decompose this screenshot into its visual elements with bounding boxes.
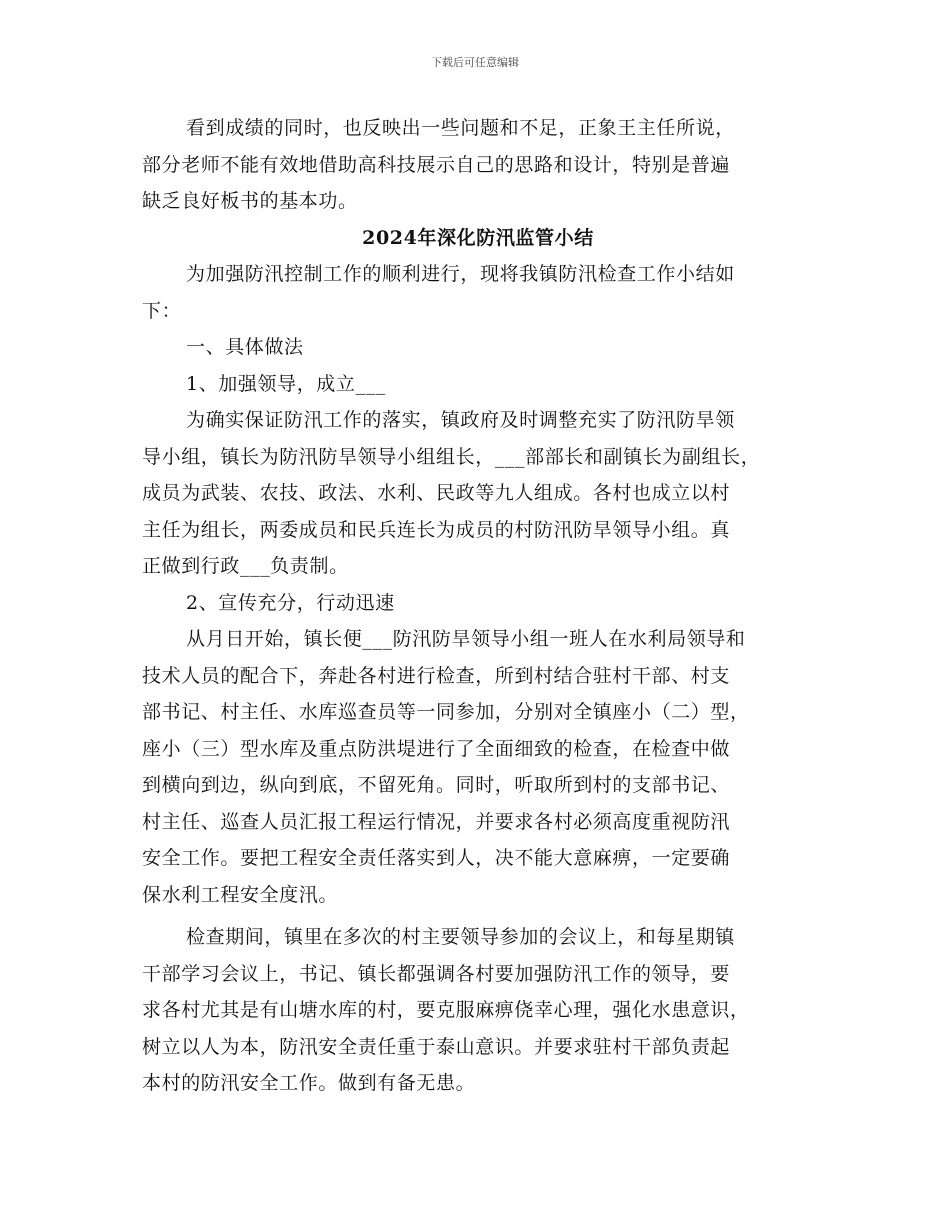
document-title: 2024年深化防汛监管小结 <box>362 226 594 249</box>
item2-body2-line: 本村的防汛安全工作。做到有备无患。 <box>142 1072 476 1094</box>
item2-body-line: 技术人员的配合下，奔赴各村进行检查，所到村结合驻村干部、村支 <box>142 664 731 687</box>
item1-body-line: 成员为武装、农技、政法、水利、民政等九人组成。各村也成立以村 <box>142 482 731 504</box>
item1-body-line: 主任为组长，两委成员和民兵连长为成员的村防汛防旱领导小组。真 <box>142 518 731 541</box>
item2-body-line: 部书记、村主任、水库巡查员等一同参加，分别对全镇座小（二）型， <box>142 701 750 723</box>
item1-body-line: 为确实保证防汛工作的落实，镇政府及时调整充实了防汛防旱领 <box>186 409 735 431</box>
item2-body-line: 到横向到边，纵向到底，不留死角。同时，听取所到村的支部书记、 <box>142 774 731 796</box>
section-heading: 一、具体做法 <box>186 336 304 358</box>
header-note: 下载后可任意编辑 <box>431 56 519 69</box>
item2-body-line: 保水利工程安全度汛。 <box>142 883 339 906</box>
item2-body2-line: 求各村尤其是有山塘水库的村，要克服麻痹侥幸心理，强化水患意识， <box>142 999 750 1021</box>
item2-body2-line: 干部学习会议上，书记、镇长都强调各村要加强防汛工作的领导，要 <box>142 962 731 985</box>
document-body <box>142 110 814 1102</box>
item2-body2-line: 树立以人为本，防汛安全责任重于泰山意识。并要求驻村干部负责起 <box>142 1035 731 1058</box>
item1-body-line: 正做到行政___负责制。 <box>142 555 349 577</box>
item1-heading: 1、加强领导，成立___ <box>186 372 386 395</box>
opening-line: 为加强防汛控制工作的顺利进行，现将我镇防汛检查工作小结如 <box>186 263 735 285</box>
opening-line: 下： <box>142 299 182 322</box>
item2-body-line: 村主任、巡查人员汇报工程运行情况，并要求各村必须高度重视防汛 <box>142 810 731 833</box>
item2-body2-line: 检查期间，镇里在多次的村主要领导参加的会议上，和每星期镇 <box>186 926 735 948</box>
intro-line: 缺乏良好板书的基本功。 <box>142 190 358 212</box>
intro-line: 看到成绩的同时，也反映出一些问题和不足，正象王主任所说， <box>186 117 735 139</box>
item2-body-line: 从月日开始，镇长便___防汛防旱领导小组一班人在水利局领导和 <box>186 628 746 650</box>
item2-body-line: 安全工作。要把工程安全责任落实到人，决不能大意麻痹，一定要确 <box>142 847 731 869</box>
item2-body-line: 座小（三）型水库及重点防洪堤进行了全面细致的检查，在检查中做 <box>142 737 731 760</box>
item2-heading: 2、宣传充分，行动迅速 <box>186 591 395 614</box>
item1-body-line: 导小组，镇长为防汛防旱领导小组组长，___部部长和副镇长为副组长， <box>142 445 761 468</box>
intro-line: 部分老师不能有效地借助高科技展示自己的思路和设计，特别是普遍 <box>142 153 731 176</box>
